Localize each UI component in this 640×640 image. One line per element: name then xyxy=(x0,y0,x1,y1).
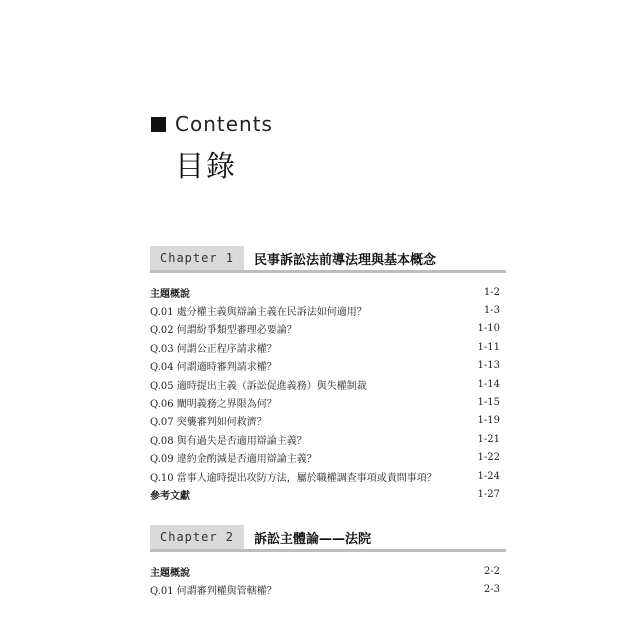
toc-page-number: 2-3 xyxy=(483,584,500,596)
chapter-number: Chapter 2 xyxy=(150,525,244,549)
chapter-header xyxy=(150,246,506,270)
toc-page-number: 1-10 xyxy=(477,323,500,335)
page-header xyxy=(151,112,273,185)
toc-entry-text: 參考文獻 xyxy=(150,490,190,502)
toc-page-number: 1-3 xyxy=(483,305,500,317)
toc-page-number: 2-2 xyxy=(483,565,500,577)
chapter-header xyxy=(150,525,506,549)
toc-page-number: 1-15 xyxy=(477,397,500,409)
toc-row[interactable] xyxy=(150,580,506,598)
toc-page-number: 1-22 xyxy=(477,452,500,464)
toc-page-number: 1-27 xyxy=(477,488,500,500)
toc-page-number: 1-14 xyxy=(477,378,500,390)
toc-page-number: 1-11 xyxy=(477,341,500,353)
toc-row[interactable] xyxy=(150,412,506,430)
chapter-title: 民事訴訟法前導法理與基本概念 xyxy=(254,252,437,268)
toc-row[interactable] xyxy=(150,430,506,448)
contents-heading xyxy=(151,112,273,136)
toc-entry-text: Q.04 何謂適時審判請求權？ xyxy=(150,362,277,374)
chapter-number: Chapter 1 xyxy=(150,246,244,270)
toc-page-number: 1-24 xyxy=(477,470,500,482)
toc-list xyxy=(150,562,506,599)
toc-entry-text: Q.07 突襲審判如何救濟？ xyxy=(150,417,267,429)
toc-row[interactable] xyxy=(150,485,506,503)
toc-entry-text: Q.03 何謂公正程序請求權？ xyxy=(150,343,277,355)
toc-entry-text: Q.05 適時提出主義（訴訟促進義務）與失權制裁 xyxy=(150,380,367,392)
toc-row[interactable] xyxy=(150,562,506,580)
square-bullet-icon xyxy=(151,117,166,132)
toc-row[interactable] xyxy=(150,449,506,467)
toc-row[interactable] xyxy=(150,467,506,485)
toc-page-number: 1-2 xyxy=(483,286,500,298)
toc-row[interactable] xyxy=(150,301,506,319)
toc-row[interactable] xyxy=(150,357,506,375)
toc-entry-text: Q.01 何謂審判權與管轄權？ xyxy=(150,586,277,598)
toc-page-number: 1-21 xyxy=(477,433,500,445)
chapter-title: 訴訟主體論——法院 xyxy=(254,531,372,547)
toc-entry-text: 主題概說 xyxy=(150,288,190,300)
toc-row[interactable] xyxy=(150,283,506,301)
toc-row[interactable] xyxy=(150,393,506,411)
page-title: 目錄 xyxy=(175,149,238,183)
toc-entry-text: Q.08 與有過失是否適用辯論主義？ xyxy=(150,435,307,447)
toc-entry-text: Q.09 違約金酌減是否適用辯論主義？ xyxy=(150,454,317,466)
toc-entry-text: Q.01 處分權主義與辯論主義在民訴法如何適用？ xyxy=(150,307,367,319)
toc-row[interactable] xyxy=(150,338,506,356)
toc-list xyxy=(150,283,506,504)
toc-entry-text: Q.02 何謂紛爭類型審理必要論？ xyxy=(150,325,297,337)
toc-entry-text: Q.10 當事人逾時提出攻防方法，屬於職權調查事項或責問事項？ xyxy=(150,472,437,484)
chapter-2-section xyxy=(150,525,506,599)
toc-row[interactable] xyxy=(150,320,506,338)
toc-page-number: 1-13 xyxy=(477,360,500,372)
toc-page-number: 1-19 xyxy=(477,415,500,427)
toc-entry-text: Q.06 闡明義務之界限為何？ xyxy=(150,399,277,411)
contents-label: Contents xyxy=(175,112,273,136)
chapter-1-section xyxy=(150,246,506,504)
toc-entry-text: 主題概說 xyxy=(150,567,190,579)
toc-row[interactable] xyxy=(150,375,506,393)
